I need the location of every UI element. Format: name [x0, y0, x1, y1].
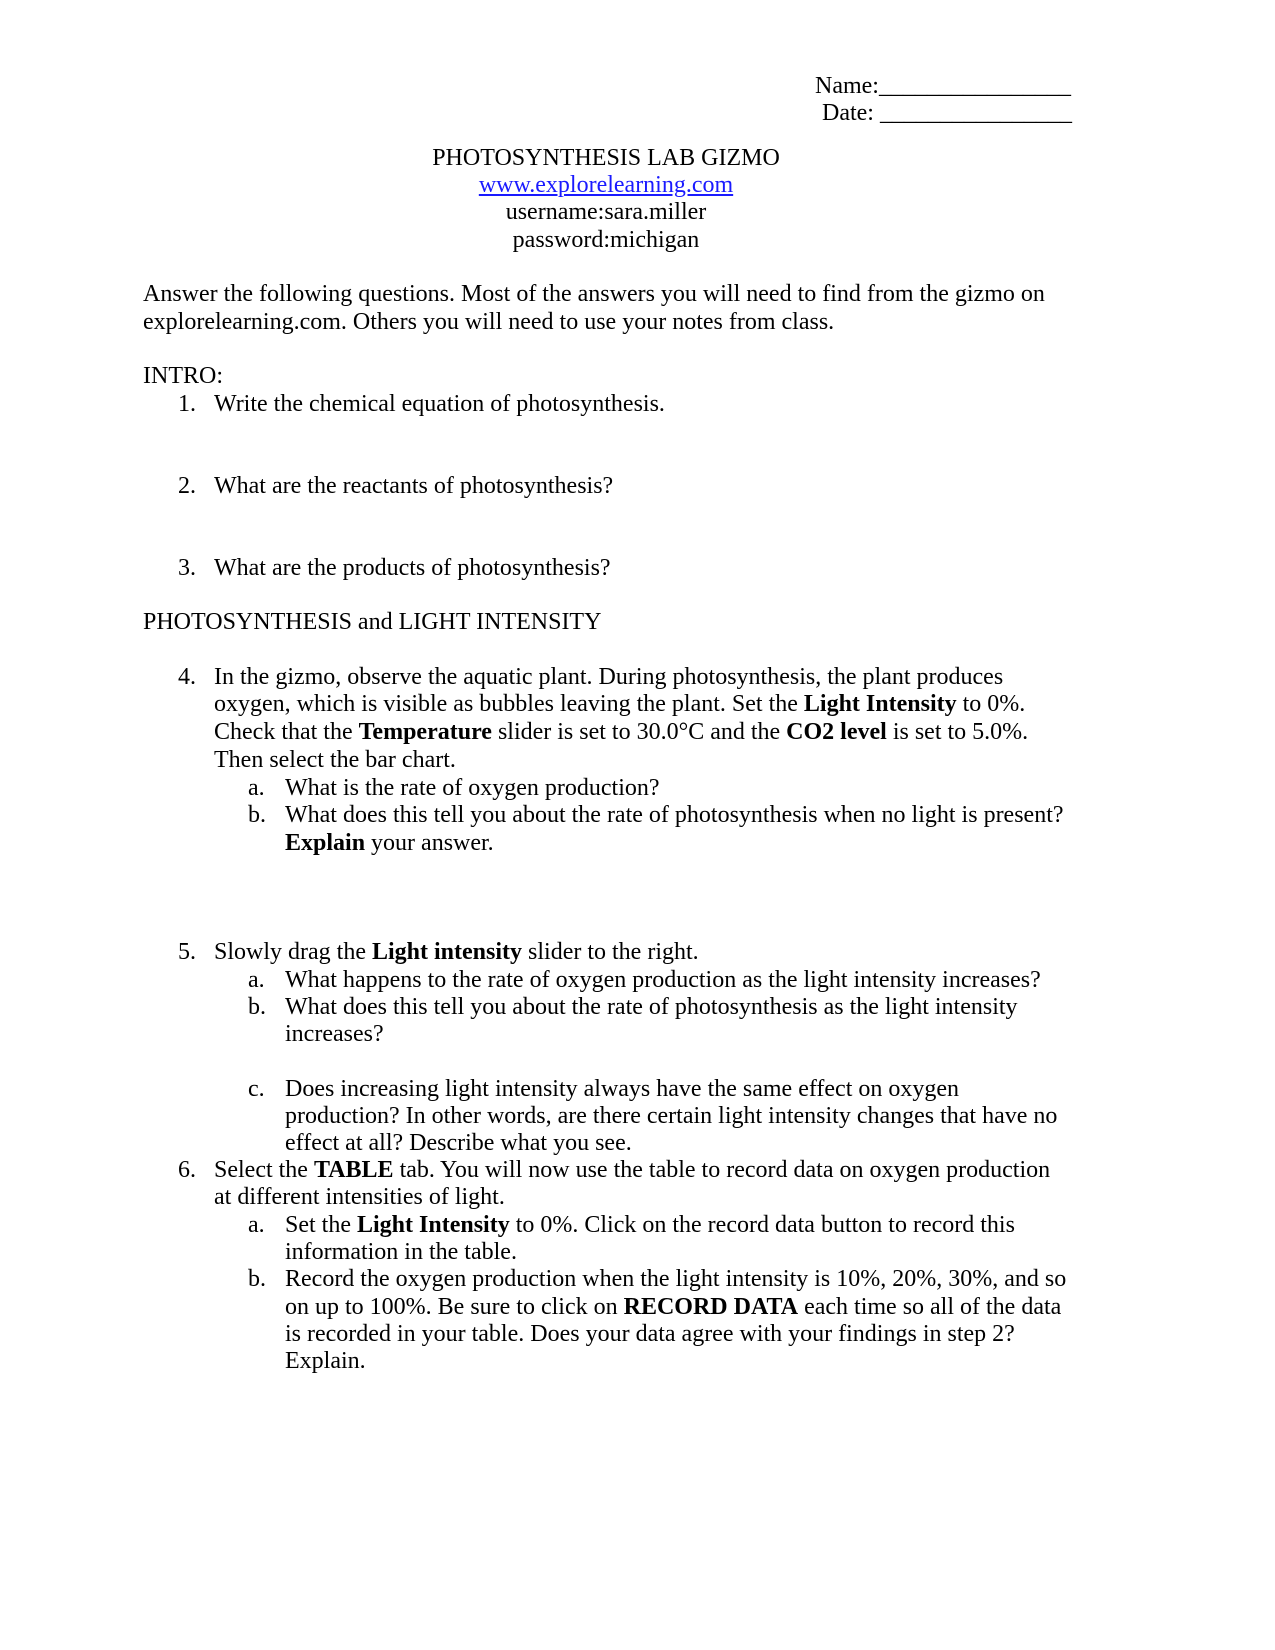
question-6-line-2: at different intensities of light. — [214, 1184, 505, 1210]
username-text: username:sara.miller — [505, 199, 707, 225]
table-tab-term: TABLE — [313, 1157, 394, 1183]
question-5-number: 5. — [178, 939, 196, 965]
question-2-text: What are the reactants of photosynthesis? — [214, 473, 614, 499]
question-4-number: 4. — [178, 664, 196, 690]
question-6b-line-3: is recorded in your table. Does your data agree with your findings in step 2? — [285, 1321, 1015, 1347]
question-6a-line-1 — [285, 1211, 1085, 1239]
password-text: password:michigan — [512, 227, 700, 253]
question-5a-letter: a. — [248, 967, 265, 993]
question-4-line-2-c: to 0%. — [956, 691, 1026, 717]
light-intensity-term-6a: Light Intensity — [357, 1212, 510, 1238]
question-5c-line-2: production? In other words, are there certain light intensity changes that have no — [285, 1103, 1058, 1129]
instructions-line-2: explorelearning.com. Others you will need to use your notes from class. — [143, 309, 835, 335]
section-heading-light-intensity: PHOTOSYNTHESIS and LIGHT INTENSITY — [143, 609, 602, 635]
question-6b-line-4: Explain. — [285, 1348, 366, 1374]
question-4b-letter: b. — [248, 802, 266, 828]
question-6a-line-2: information in the table. — [285, 1239, 517, 1265]
question-4-line-3 — [214, 718, 1094, 746]
co2-level-term: CO2 level — [786, 719, 887, 745]
question-5a-text: What happens to the rate of oxygen production as the light intensity increases? — [285, 967, 1041, 993]
question-6-number: 6. — [178, 1157, 196, 1183]
question-3-number: 3. — [178, 555, 196, 581]
question-5b-line-1: What does this tell you about the rate of photosynthesis as the light intensity — [285, 994, 1018, 1020]
question-1-number: 1. — [178, 391, 196, 417]
question-2-number: 2. — [178, 473, 196, 499]
question-4-line-1: In the gizmo, observe the aquatic plant. During photosynthesis, the plant produces — [214, 664, 1004, 690]
question-4-line-3-c: slider is set to 30.0°C and the — [491, 719, 787, 745]
question-4-line-4: Then select the bar chart. — [214, 747, 456, 773]
light-intensity-term: Light Intensity — [803, 691, 957, 717]
question-4b-line-2 — [285, 829, 1085, 857]
question-4a-letter: a. — [248, 775, 265, 801]
explain-term: Explain — [285, 830, 366, 856]
name-field-label: Name:________________ — [815, 73, 1071, 99]
question-5c-line-3: effect at all? Describe what you see. — [285, 1130, 632, 1156]
light-intensity-slider-term: Light intensity — [371, 939, 523, 965]
question-6-line-1-a: Select the — [214, 1157, 314, 1183]
section-heading-intro: INTRO: — [143, 363, 223, 389]
question-6a-letter: a. — [248, 1212, 265, 1238]
question-5c-letter: c. — [248, 1076, 265, 1102]
question-3-text: What are the products of photosynthesis? — [214, 555, 611, 581]
website-link[interactable]: www.explorelearning.com — [478, 172, 734, 198]
question-1-text: Write the chemical equation of photosynthesis. — [214, 391, 665, 417]
question-6a-line-1-c: to 0%. Click on the record data button to record this — [509, 1212, 1015, 1238]
question-6a-line-1-a: Set the — [285, 1212, 357, 1238]
question-6b-line-2-a: on up to 100%. Be sure to click on — [285, 1294, 624, 1320]
question-6b-line-2-c: each time so all of the data — [798, 1294, 1062, 1320]
question-5-line-1-a: Slowly drag the — [214, 939, 372, 965]
question-5c-line-1: Does increasing light intensity always have the same effect on oxygen — [285, 1076, 960, 1102]
question-4-line-3-e: is set to 5.0%. — [886, 719, 1029, 745]
document-title: PHOTOSYNTHESIS LAB GIZMO — [432, 145, 780, 171]
temperature-term: Temperature — [358, 719, 492, 745]
question-5-line-1 — [214, 938, 1094, 966]
question-6b-letter: b. — [248, 1266, 266, 1292]
question-4-line-2-a: oxygen, which is visible as bubbles leaving the plant. Set the — [214, 691, 804, 717]
question-6-line-1 — [214, 1156, 1094, 1184]
question-6b-line-2 — [285, 1293, 1085, 1321]
question-6b-line-1: Record the oxygen production when the light intensity is 10%, 20%, 30%, and so — [285, 1266, 1067, 1292]
question-4b-line-2-b: your answer. — [365, 830, 494, 856]
question-5b-letter: b. — [248, 994, 266, 1020]
question-5-line-1-c: slider to the right. — [522, 939, 699, 965]
question-4-line-3-a: Check that the — [214, 719, 359, 745]
record-data-term: RECORD DATA — [623, 1294, 799, 1320]
instructions-line-1: Answer the following questions. Most of the answers you will need to find from the gizmo on — [143, 281, 1045, 307]
question-5b-line-2: increases? — [285, 1021, 384, 1047]
question-6-line-1-c: tab. You will now use the table to record data on oxygen production — [393, 1157, 1051, 1183]
question-4b-line-1: What does this tell you about the rate of photosynthesis when no light is present? — [285, 802, 1064, 828]
date-field-label: Date: ________________ — [822, 100, 1072, 126]
question-4a-text: What is the rate of oxygen production? — [285, 775, 660, 801]
question-4-line-2 — [214, 690, 1094, 718]
